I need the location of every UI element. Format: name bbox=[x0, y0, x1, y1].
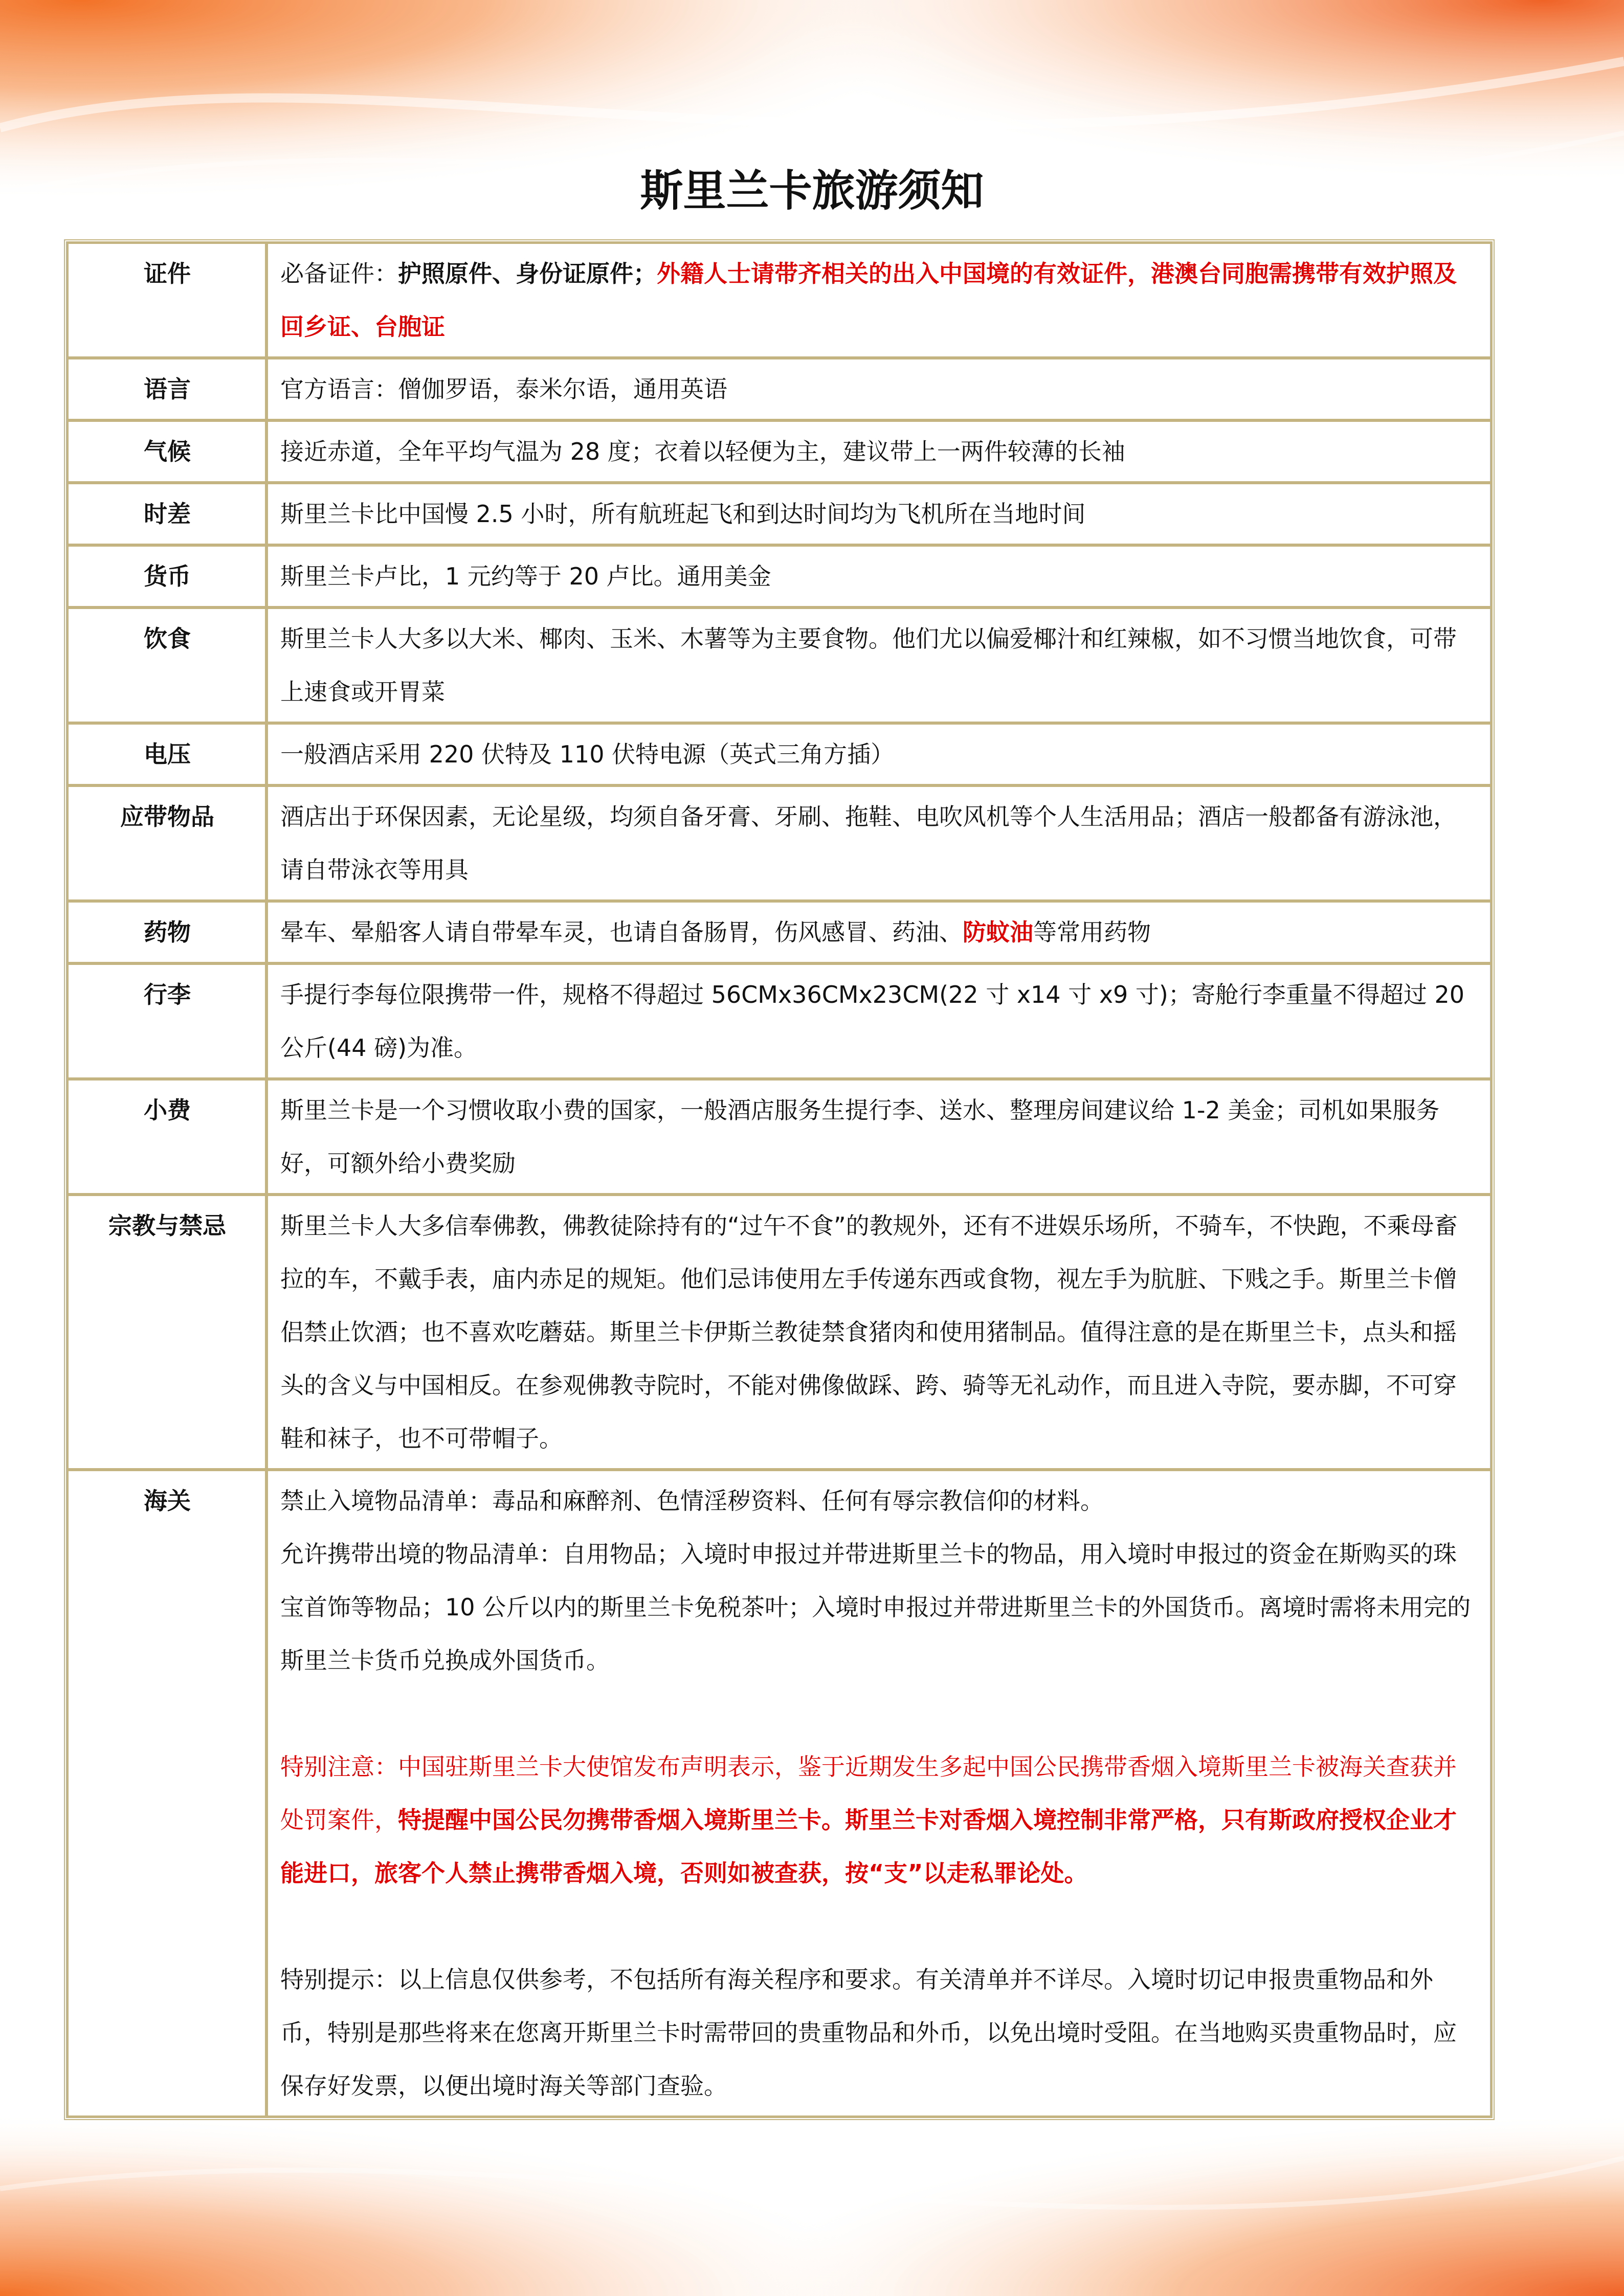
content-religion: 斯里兰卡人大多信奉佛教，佛教徒除持有的“过午不食”的教规外，还有不进娱乐场所，不骑车，不快跑，不乘母畜拉的车，不戴手表，庙内赤足的规矩。他们忌讳使用左手传递东西或食物，视左手为肮脏、下贱之手。斯里兰卡僧侣禁止饮酒；也不喜欢吃蘑菇。斯里兰卡伊斯兰教徒禁食猪肉和使用猪制品。值得注意的是在斯里兰卡，点头和摇头的含义与中国相反。在参观佛教寺院时，不能对佛像做踩、跨、骑等无礼动作，而且进入寺院，要赤脚，不可穿鞋和袜子，也不可带帽子。 bbox=[266, 1195, 1492, 1470]
customs-warning-bold: 特提醒中国公民勿携带香烟入境斯里兰卡。斯里兰卡对香烟入境控制非常严格，只有斯政府授权企业才能进口，旅客个人禁止携带香烟入境，否则如被查获，按“支”以走私罪论处。 bbox=[280, 1806, 1457, 1887]
documents-note: 外籍人士请带齐相关的出入中国境的有效证件，港澳台同胞需携带有效护照及回乡证、台胞证 bbox=[280, 260, 1457, 341]
content-luggage: 手提行李每位限携带一件，规格不得超过 56CMx36CMx23CM(22 寸 x14 寸 x9 寸)；寄舱行李重量不得超过 20 公斤(44 磅)为准。 bbox=[266, 963, 1492, 1079]
label-documents: 证件 bbox=[67, 242, 266, 358]
label-timezone: 时差 bbox=[67, 483, 266, 545]
row-customs bbox=[67, 1470, 1492, 2117]
row-medicine bbox=[67, 901, 1492, 963]
label-items: 应带物品 bbox=[67, 785, 266, 901]
content-currency: 斯里兰卡卢比，1 元约等于 20 卢比。通用美金 bbox=[266, 545, 1492, 607]
medicine-highlight: 防蚊油 bbox=[963, 918, 1033, 946]
customs-allowed: 允许携带出境的物品清单：自用物品；入境时申报过并带进斯里兰卡的物品，用入境时申报过的资金在斯购买的珠宝首饰等物品；10 公斤以内的斯里兰卡免税茶叶；入境时申报过并带进斯里兰卡的外国货币。离境时需将未用完的斯里兰卡货币兑换成外国货币。 bbox=[280, 1540, 1471, 1674]
content-voltage: 一般酒店采用 220 伏特及 110 伏特电源（英式三角方插） bbox=[266, 723, 1492, 785]
customs-reminder: 特别提示：以上信息仅供参考，不包括所有海关程序和要求。有关清单并不详尽。入境时切记申报贵重物品和外币，特别是那些将来在您离开斯里兰卡时需带回的贵重物品和外币，以免出境时受阻。在当地购买贵重物品时，应保存好发票，以便出境时海关等部门查验。 bbox=[280, 1966, 1457, 2100]
content-medicine bbox=[266, 901, 1492, 963]
customs-warning-prefix: 特别注意：中国驻斯里兰卡大使馆发布声明表示，鉴于近期发生多起中国公民携带香烟入境斯里兰卡被海关查获并处罚案件， bbox=[280, 1753, 1457, 1834]
label-language: 语言 bbox=[67, 358, 266, 420]
label-currency: 货币 bbox=[67, 545, 266, 607]
label-customs: 海关 bbox=[67, 1470, 266, 2117]
documents-required: 护照原件、身份证原件； bbox=[398, 260, 657, 287]
row-religion bbox=[67, 1195, 1492, 1470]
row-documents bbox=[67, 242, 1492, 358]
row-luggage bbox=[67, 963, 1492, 1079]
travel-notice-table bbox=[64, 239, 1495, 2120]
content-language: 官方语言：僧伽罗语，泰米尔语，通用英语 bbox=[266, 358, 1492, 420]
content-timezone: 斯里兰卡比中国慢 2.5 小时，所有航班起飞和到达时间均为飞机所在当地时间 bbox=[266, 483, 1492, 545]
row-currency bbox=[67, 545, 1492, 607]
row-timezone bbox=[67, 483, 1492, 545]
row-voltage bbox=[67, 723, 1492, 785]
content-items: 酒店出于环保因素，无论星级，均须自备牙膏、牙刷、拖鞋、电吹风机等个人生活用品；酒店一般都备有游泳池，请自带泳衣等用具 bbox=[266, 785, 1492, 901]
content-customs bbox=[266, 1470, 1492, 2117]
content-food: 斯里兰卡人大多以大米、椰肉、玉米、木薯等为主要食物。他们尤以偏爱椰汁和红辣椒，如不习惯当地饮食，可带上速食或开胃菜 bbox=[266, 607, 1492, 723]
label-tips: 小费 bbox=[67, 1079, 266, 1195]
medicine-text-before: 晕车、晕船客人请自带晕车灵，也请自备肠胃，伤风感冒、药油、 bbox=[280, 918, 963, 946]
documents-lead: 必备证件： bbox=[280, 260, 398, 287]
customs-spacer-2 bbox=[280, 1900, 1479, 1953]
content-documents bbox=[266, 242, 1492, 358]
customs-warning bbox=[280, 1740, 1479, 1900]
medicine-text-after: 等常用药物 bbox=[1033, 918, 1151, 946]
row-food bbox=[67, 607, 1492, 723]
customs-spacer bbox=[280, 1687, 1479, 1740]
content-climate: 接近赤道，全年平均气温为 28 度；衣着以轻便为主，建议带上一两件较薄的长袖 bbox=[266, 420, 1492, 483]
label-religion: 宗教与禁忌 bbox=[67, 1195, 266, 1470]
label-food: 饮食 bbox=[67, 607, 266, 723]
row-language bbox=[67, 358, 1492, 420]
row-climate bbox=[67, 420, 1492, 483]
page-title: 斯里兰卡旅游须知 bbox=[640, 166, 984, 216]
label-luggage: 行李 bbox=[67, 963, 266, 1079]
label-climate: 气候 bbox=[67, 420, 266, 483]
customs-prohibited: 禁止入境物品清单：毒品和麻醉剂、色情淫秽资料、任何有辱宗教信仰的材料。 bbox=[280, 1487, 1104, 1515]
content-tips: 斯里兰卡是一个习惯收取小费的国家，一般酒店服务生提行李、送水、整理房间建议给 1-2 美金；司机如果服务好，可额外给小费奖励 bbox=[266, 1079, 1492, 1195]
row-items bbox=[67, 785, 1492, 901]
label-medicine: 药物 bbox=[67, 901, 266, 963]
label-voltage: 电压 bbox=[67, 723, 266, 785]
row-tips bbox=[67, 1079, 1492, 1195]
